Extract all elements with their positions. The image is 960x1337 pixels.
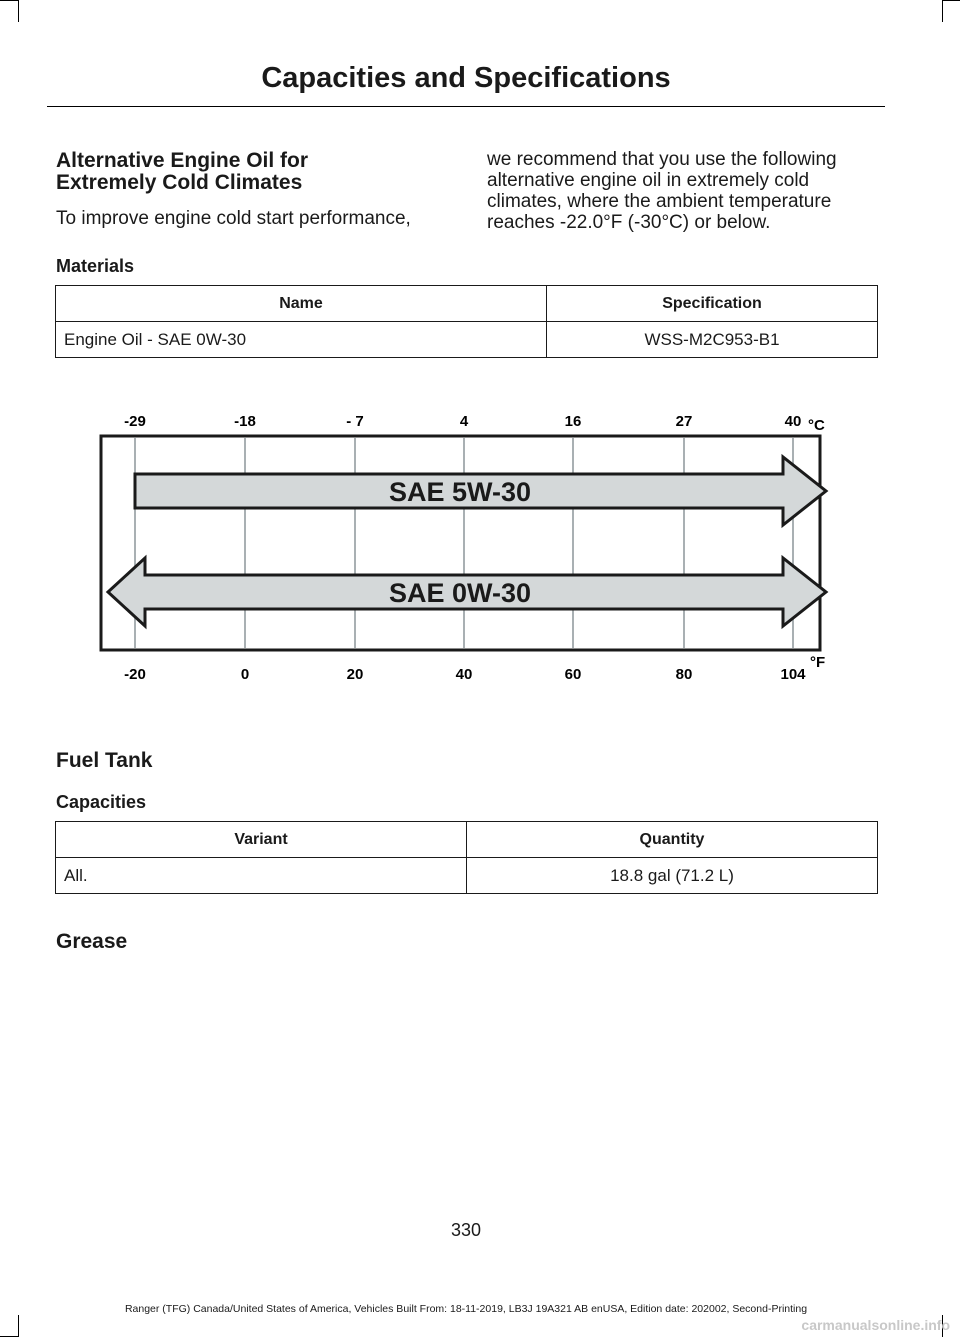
materials-label: Materials — [56, 256, 135, 276]
header-divider — [47, 106, 885, 107]
material-name-cell: Engine Oil - SAE 0W-30 — [56, 322, 547, 358]
intro-text-col1: To improve engine cold start performance, — [56, 208, 411, 229]
materials-table — [55, 285, 878, 358]
table-header-row — [56, 286, 878, 322]
material-spec-cell: WSS-M2C953-B1 — [547, 322, 878, 358]
celsius-tick-label: 16 — [564, 413, 582, 430]
fahrenheit-tick-label: 60 — [564, 666, 582, 683]
footer-publication-note: Ranger (TFG) Canada/United States of America, Vehicles Built From: 18-11-2019, LB3J 19A321 AB enUSA, Edition date: 202002, Second-Printing — [124, 1303, 808, 1315]
series-label: SAE 5W-30 — [388, 477, 532, 507]
fahrenheit-tick-label: 20 — [346, 666, 364, 683]
table-row — [56, 858, 878, 894]
intro-text-col2-line2: alternative engine oil in extremely cold — [487, 170, 810, 191]
oil-viscosity-temperature-chart — [90, 395, 850, 695]
oil-section-heading-line1: Alternative Engine Oil for — [56, 149, 309, 172]
column-header-variant: Variant — [56, 822, 467, 858]
celsius-tick-label: -29 — [124, 413, 146, 430]
celsius-tick-label: 4 — [459, 413, 469, 430]
fahrenheit-tick-label: 0 — [240, 666, 250, 683]
variant-cell: All. — [56, 858, 467, 894]
page-number: 330 — [450, 1220, 482, 1240]
fahrenheit-tick-label: -20 — [124, 666, 146, 683]
celsius-tick-label: 27 — [675, 413, 693, 430]
intro-text-col2-line1: we recommend that you use the following — [487, 149, 837, 170]
capacities-table — [55, 821, 878, 894]
chart-frame — [101, 436, 820, 650]
fahrenheit-tick-label: 40 — [455, 666, 473, 683]
grease-heading: Grease — [56, 930, 128, 953]
fahrenheit-tick-label: 80 — [675, 666, 693, 683]
fahrenheit-unit-label: °F — [810, 654, 826, 671]
capacities-label: Capacities — [56, 792, 147, 812]
celsius-tick-label: - 7 — [346, 413, 364, 430]
crop-mark — [942, 0, 943, 22]
crop-mark — [0, 0, 18, 1]
fuel-tank-heading: Fuel Tank — [56, 749, 153, 772]
crop-mark — [18, 1315, 19, 1337]
column-header-specification: Specification — [547, 286, 878, 322]
column-header-quantity: Quantity — [467, 822, 878, 858]
table-row — [56, 322, 878, 358]
watermark: carmanualsonline.info — [801, 1317, 950, 1333]
celsius-unit-label: °C — [808, 417, 825, 434]
series-label: SAE 0W-30 — [388, 578, 532, 608]
celsius-tick-label: -18 — [234, 413, 256, 430]
oil-section-heading-line2: Extremely Cold Climates — [56, 171, 303, 194]
fahrenheit-tick-label: 104 — [780, 666, 806, 683]
quantity-cell: 18.8 gal (71.2 L) — [467, 858, 878, 894]
intro-text-col2-line4: reaches -22.0°F (-30°C) or below. — [487, 212, 771, 233]
intro-text-col2-line3: climates, where the ambient temperature — [487, 191, 832, 212]
celsius-tick-label: 40 — [784, 413, 802, 430]
page-title: Capacities and Specifications — [261, 62, 671, 94]
column-header-name: Name — [56, 286, 547, 322]
crop-mark — [18, 0, 19, 22]
crop-mark — [942, 0, 960, 1]
table-header-row — [56, 822, 878, 858]
